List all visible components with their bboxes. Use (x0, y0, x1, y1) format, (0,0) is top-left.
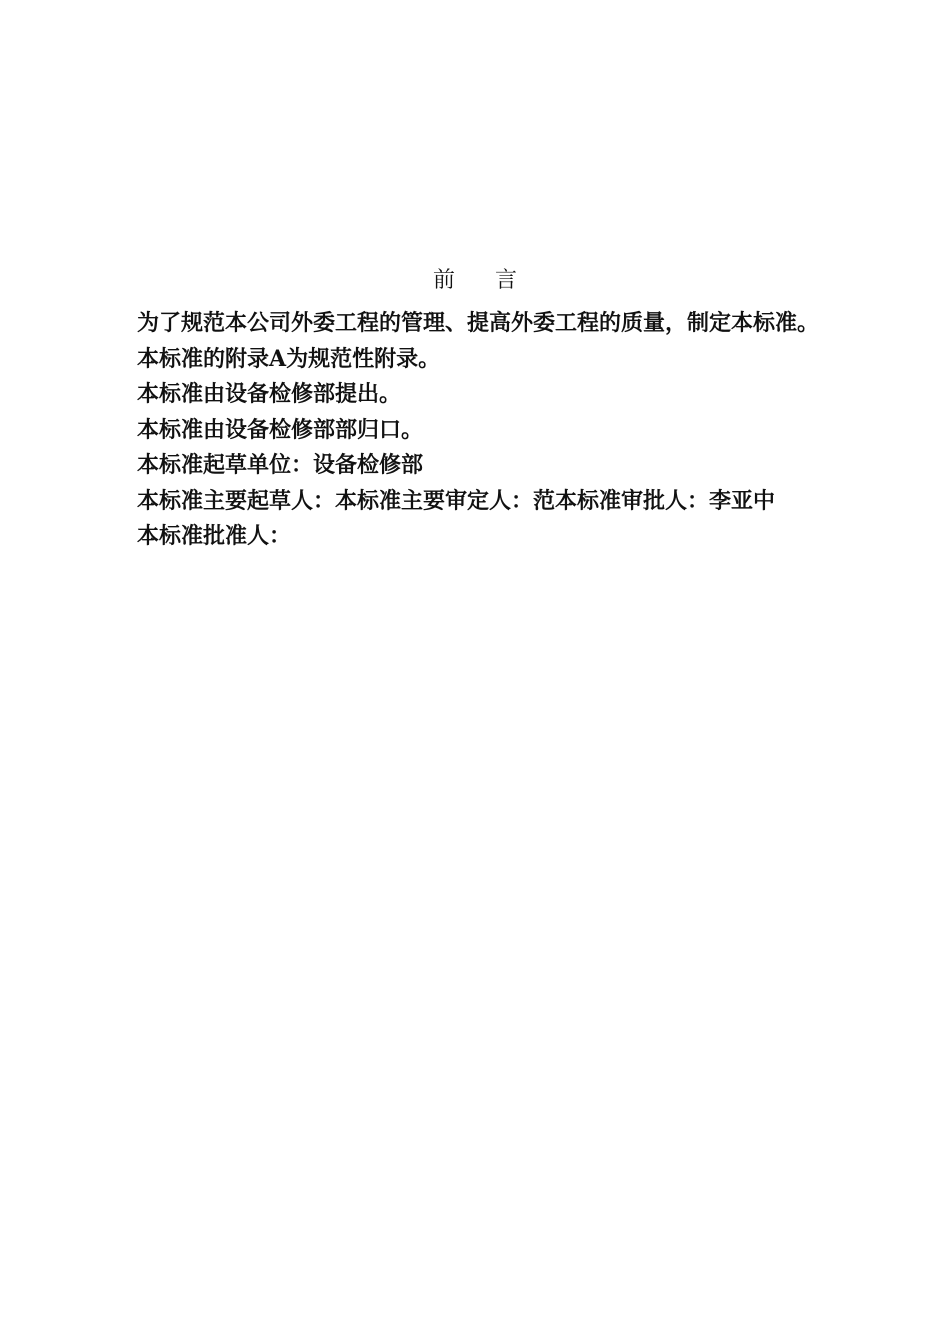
foreword-body (137, 306, 927, 555)
title-char-1: 前 (432, 268, 455, 293)
page-title (0, 265, 950, 297)
foreword-line-personnel: 本标准主要起草人：本标准主要审定人：范本标准审批人：李亚中 (137, 487, 776, 514)
foreword-line-drafting-unit: 本标准起草单位：设备检修部 (137, 452, 424, 478)
title-char-2: 言 (495, 268, 518, 293)
foreword-line-appendix: 本标准的附录A为规范性附录。 (137, 345, 441, 372)
foreword-line-purpose: 为了规范本公司外委工程的管理、提高外委工程的质量，制定本标准。 (137, 310, 820, 336)
foreword-line-responsible: 本标准由设备检修部部归口。 (137, 416, 424, 443)
foreword-line-proposer: 本标准由设备检修部提出。 (137, 381, 402, 407)
foreword-line-approver: 本标准批准人： (137, 523, 292, 549)
